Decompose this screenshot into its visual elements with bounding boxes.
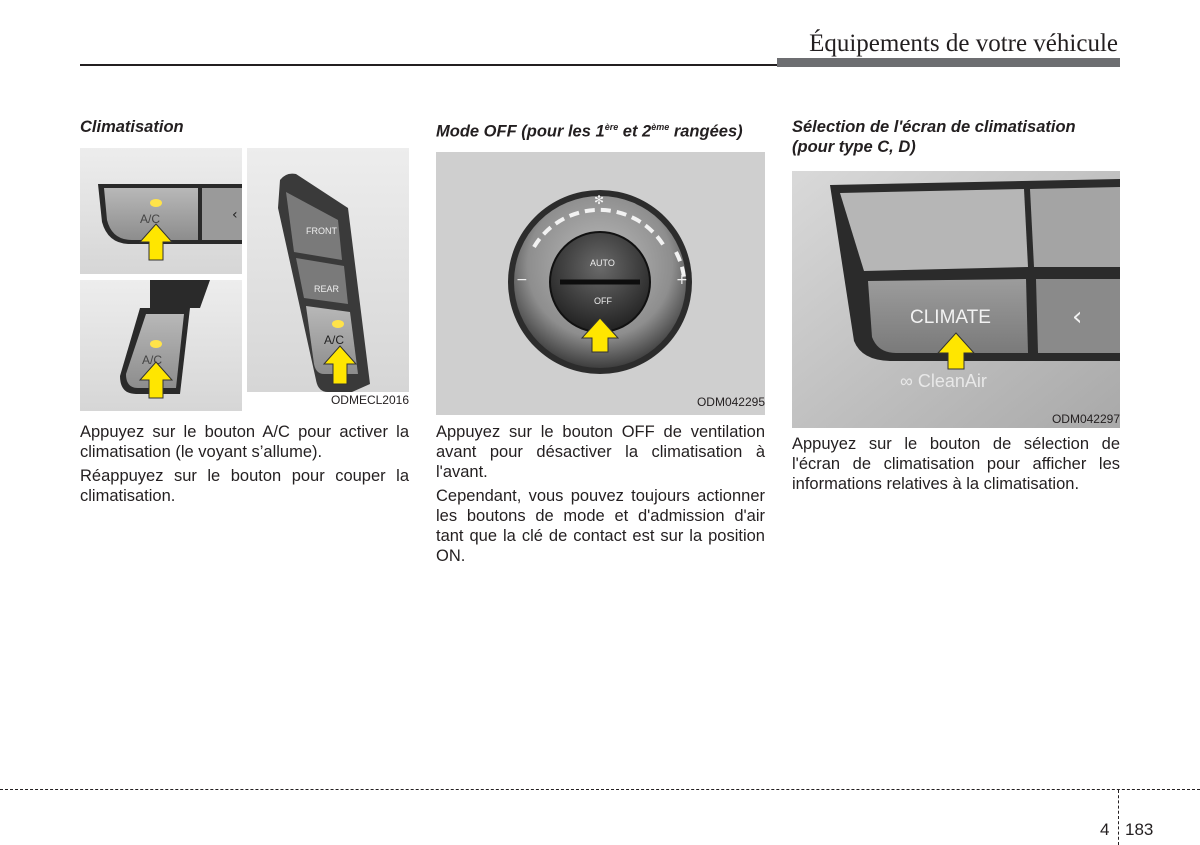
figure-code: ODM042295 (696, 394, 765, 409)
section-mode-off (436, 117, 765, 570)
section-title: Sélection de l'écran de climatisation (pour type C, D) (792, 118, 1076, 156)
front-label: FRONT (306, 226, 337, 236)
paragraph: Appuyez sur le bouton de sélection de l'écran de climatisation pour afficher les informations relatives à la climatisation. (792, 435, 1120, 493)
off-knob-illustration (436, 152, 765, 415)
svg-text:‹: ‹ (232, 207, 238, 223)
page-header-title: Équipements de votre véhicule (809, 30, 1118, 57)
figure-off-knob (436, 152, 765, 415)
footer-divider (1118, 790, 1119, 845)
chapter-number: 4 (1100, 820, 1110, 839)
header-rule-accent (777, 58, 1120, 67)
paragraph: Appuyez sur le bouton OFF de ventilation avant pour désactiver la climatisation à l'avant. (436, 422, 765, 481)
off-label: OFF (594, 295, 612, 306)
auto-label: AUTO (590, 257, 615, 268)
climate-label: CLIMATE (910, 307, 991, 328)
section-title: Mode OFF (pour les 1ère et 2ème rangées) (436, 122, 743, 141)
figure-code: ODM042297 (1051, 412, 1120, 426)
plus-label: + (676, 271, 688, 288)
page-number: 183 (1125, 820, 1154, 839)
chevron-left-icon: ‹ (1072, 302, 1083, 332)
cleanair-logo: ∞ CleanAir (900, 371, 987, 391)
ac-buttons-illustration (80, 148, 409, 411)
paragraph: Réappuyez sur le bouton pour couper la climatisation. (80, 467, 409, 505)
section-title: Climatisation (80, 118, 184, 136)
section-climatisation (80, 117, 409, 510)
paragraph: Appuyez sur le bouton A/C pour activer la climatisation (le voyant s’allume). (80, 423, 409, 461)
section-climate-screen (792, 117, 1120, 498)
ac-label-3: A/C (324, 333, 345, 347)
figure-code: ODMECL2016 (330, 393, 409, 407)
ac-label-2: A/C (142, 353, 163, 367)
paragraph: Cependant, vous pouvez toujours actionner les boutons de mode et d'admission d'air tant que la clé de contact est sur la position ON. (436, 486, 765, 565)
figure-climate-button (792, 171, 1120, 428)
header-rule (80, 64, 777, 66)
minus-label: − (516, 271, 528, 288)
ac-label: A/C (140, 212, 161, 226)
fan-icon: ✻ (594, 192, 605, 207)
rear-label: REAR (314, 284, 340, 294)
climate-button-illustration (792, 171, 1120, 428)
footer-rule (0, 789, 1200, 790)
figure-ac-buttons (80, 148, 409, 411)
